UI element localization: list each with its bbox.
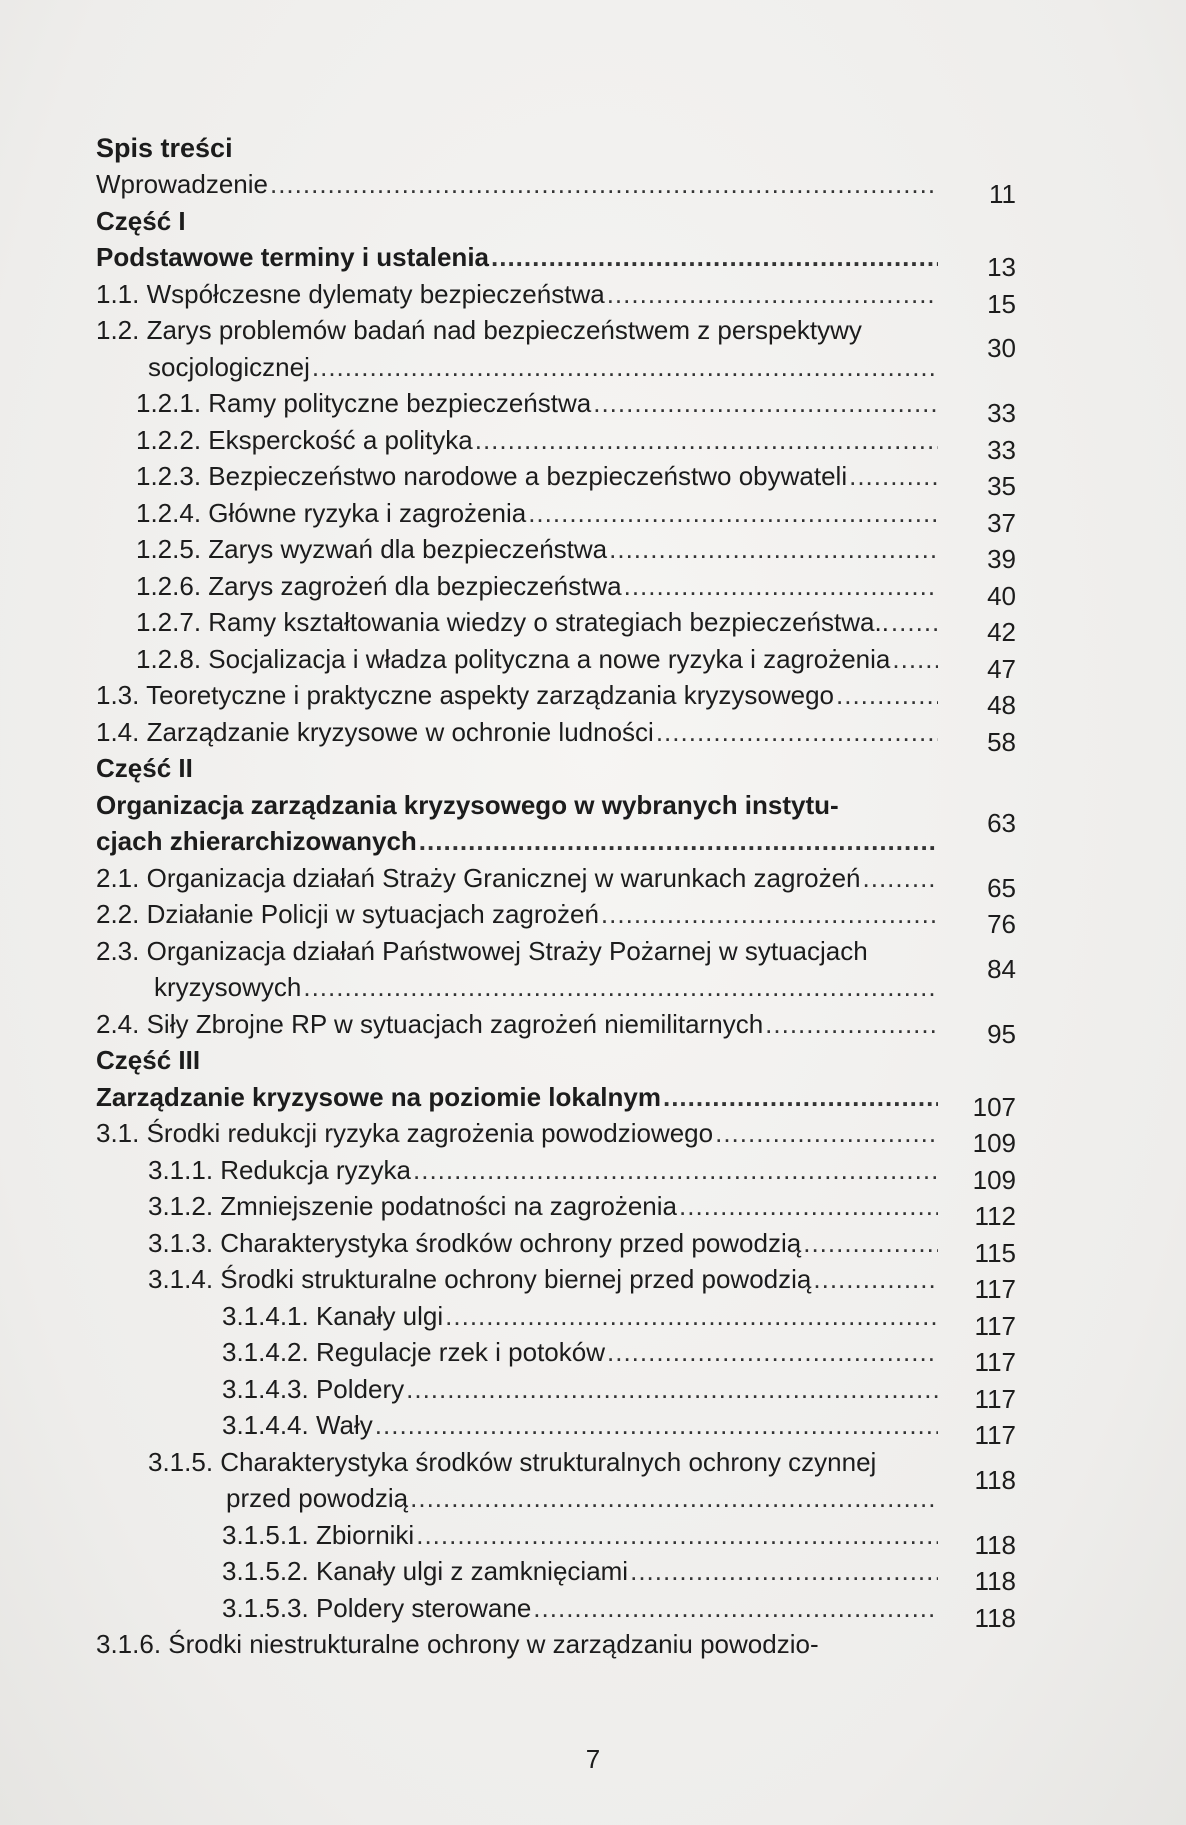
dot-leader (891, 604, 938, 641)
toc-page-number: 115 (974, 1237, 1016, 1268)
toc-entry (96, 1079, 1036, 1122)
toc-entry (96, 312, 1036, 385)
toc-entry-text-line: 1.2. Zarys problemów badań nad bezpieczeństwem z perspektywy (96, 315, 862, 345)
toc-entry-text: 1.2.4. Główne ryzyka i zagrożenia (136, 497, 527, 528)
dot-leader (609, 531, 938, 568)
toc-page-number: 33 (987, 398, 1016, 428)
dot-leader (270, 166, 938, 203)
dot-leader (863, 860, 939, 897)
toc-entry (96, 1115, 1036, 1158)
toc-page-number: 117 (974, 1383, 1016, 1414)
dot-leader (375, 1407, 938, 1444)
part-heading: Część II (96, 753, 193, 783)
toc-entry-text: 1.2.2. Eksperckość a polityka (136, 424, 473, 455)
toc-page-number: 95 (987, 1018, 1016, 1049)
dot-leader (803, 1225, 938, 1262)
toc-entry-text: 1.2.6. Zarys zagrożeń dla bezpieczeństwa (136, 570, 622, 601)
toc-entry-text: 1.2.7. Ramy kształtowania wiedzy o strategiach bezpieczeństwa.. (136, 607, 889, 637)
dot-leader (607, 1334, 938, 1371)
toc-entry (96, 166, 1036, 209)
toc-entry-text: 1.3. Teoretyczne i praktyczne aspekty zarządzania kryzysowego (96, 680, 834, 710)
toc-entry-text: Zarządzanie kryzysowe na poziomie lokalnym (96, 1081, 661, 1112)
toc-page-number: 117 (974, 1310, 1016, 1341)
dot-leader (475, 422, 938, 459)
toc-entry-text: 1.4. Zarządzanie kryzysowe w ochronie ludności (96, 716, 654, 747)
toc-entry (96, 641, 1036, 684)
part-heading: Część III (96, 1045, 201, 1075)
dot-leader (765, 1006, 938, 1043)
dot-leader (836, 677, 938, 714)
toc-entry (96, 1371, 1036, 1414)
toc-page-number: 63 (987, 807, 1016, 838)
toc-entry-text: 3.1.4.3. Poldery (222, 1373, 405, 1404)
toc-page-number: 42 (987, 617, 1016, 647)
toc-entry-text-line: 3.1.6. Środki niestrukturalne ochrony w zarządzaniu powodzio- (96, 1629, 819, 1659)
toc-entry-text: cjach zhierarchizowanych (96, 826, 417, 856)
toc-entry (96, 787, 1036, 860)
toc-page-number: 84 (987, 953, 1016, 984)
toc-entry (96, 1590, 1036, 1633)
toc-page-number: 118 (974, 1464, 1016, 1495)
toc-entry-text: 3.1. Środki redukcji ryzyka zagrożenia powodziowego (96, 1118, 714, 1148)
dot-leader (593, 385, 938, 422)
toc-page-number: 109 (972, 1164, 1016, 1195)
toc-page-number: 47 (987, 653, 1016, 684)
dot-leader (656, 714, 938, 751)
dot-leader (607, 276, 938, 313)
toc-page-number: 40 (987, 580, 1016, 611)
toc-entry-text: 3.1.3. Charakterystyka środków ochrony przed powodzią (148, 1227, 802, 1258)
toc-page-number: 65 (987, 872, 1016, 903)
dot-leader (491, 239, 938, 276)
dot-leader (406, 1371, 938, 1408)
dot-leader (849, 458, 938, 495)
toc-entry (96, 933, 1036, 1006)
toc-entry-text: Wprowadzenie (96, 169, 268, 199)
toc-page-number: 117 (974, 1274, 1016, 1304)
dot-leader (663, 1079, 938, 1116)
toc-entry (96, 385, 1036, 428)
toc-page-number: 118 (974, 1566, 1016, 1596)
toc-title: Spis treści (96, 133, 233, 163)
toc-page-number: 117 (974, 1347, 1016, 1377)
toc-entry (96, 1553, 1036, 1596)
toc-entry-text: 1.2.8. Socjalizacja i władza polityczna a nowe ryzyka i zagrożenia (136, 643, 891, 674)
toc-entry (96, 860, 1036, 903)
toc-entry (96, 422, 1036, 465)
toc-page-number: 76 (987, 909, 1016, 939)
toc-entry-text: 3.1.4.1. Kanały ulgi (222, 1300, 444, 1331)
dot-leader (679, 1188, 938, 1225)
toc-entry (96, 568, 1036, 611)
toc-page-number: 118 (974, 1602, 1016, 1633)
dot-leader (410, 1480, 938, 1517)
toc-page-number: 33 (987, 434, 1016, 465)
toc-entry (96, 458, 1036, 501)
toc-entry-text: 3.1.4. Środki strukturalne ochrony biernej przed powodzią (148, 1264, 812, 1294)
dot-leader (601, 896, 938, 933)
toc-page-number: 48 (987, 690, 1016, 720)
toc-page-number: 37 (987, 507, 1016, 538)
toc-page-number: 15 (987, 288, 1016, 319)
toc-entry-text: 3.1.4.2. Regulacje rzek i potoków (222, 1337, 605, 1367)
dot-leader (533, 1590, 938, 1627)
toc-entry (96, 1517, 1036, 1560)
toc-page-number: 11 (989, 179, 1016, 209)
toc-page-number: 39 (987, 544, 1016, 574)
toc-entry-text: 3.1.4.4. Wały (222, 1410, 373, 1440)
dot-leader (413, 1152, 938, 1189)
toc-entry (96, 1334, 1036, 1377)
toc-entry-text: 3.1.5.1. Zbiorniki (222, 1519, 415, 1550)
toc-entry (96, 1444, 1036, 1517)
toc-entry (96, 677, 1036, 720)
toc-entry (96, 531, 1036, 574)
toc-entry-text: 3.1.5.3. Poldery sterowane (222, 1592, 532, 1623)
toc-entry (96, 1006, 1036, 1049)
toc-entry-text: kryzysowych (154, 972, 302, 1002)
toc-entry-text-line: 2.3. Organizacja działań Państwowej Straży Pożarnej w sytuacjach (96, 935, 868, 966)
table-of-contents (96, 130, 1036, 1663)
dot-leader (630, 1553, 938, 1590)
toc-entry-text: 3.1.1. Redukcja ryzyka (148, 1154, 412, 1185)
toc-page-number: 112 (974, 1201, 1016, 1231)
toc-entry (96, 1407, 1036, 1450)
toc-entry-text: 1.2.3. Bezpieczeństwo narodowe a bezpieczeństwo obywateli (136, 461, 848, 491)
toc-entry-text: Podstawowe terminy i ustalenia (96, 242, 489, 272)
toc-page-number: 30 (987, 333, 1016, 363)
toc-entry (96, 896, 1036, 939)
part-heading: Część I (96, 205, 186, 236)
toc-entry-text: 1.2.1. Ramy polityczne bezpieczeństwa (136, 388, 592, 418)
toc-page-number: 118 (974, 1529, 1016, 1560)
toc-entry (96, 714, 1036, 757)
toc-entry-text: 1.1. Współczesne dylematy bezpieczeństwa (96, 278, 605, 309)
toc-entry-text: 1.2.5. Zarys wyzwań dla bezpieczeństwa (136, 534, 608, 564)
toc-entry (96, 495, 1036, 538)
toc-entry-text: 3.1.5.2. Kanały ulgi z zamknięciami (222, 1556, 629, 1586)
toc-entry (96, 1225, 1036, 1268)
dot-leader (528, 495, 938, 532)
toc-page-number: 117 (974, 1420, 1016, 1450)
toc-page-number: 58 (987, 726, 1016, 757)
dot-leader (624, 568, 938, 605)
toc-entry-text-line: Organizacja zarządzania kryzysowego w wybranych instytu- (96, 789, 839, 820)
page-number: 7 (585, 1744, 601, 1774)
dot-leader (445, 1298, 938, 1335)
toc-entry-text: przed powodzią (226, 1483, 409, 1513)
dot-leader (312, 349, 938, 386)
toc-entry-text-line: 3.1.5. Charakterystyka środków strukturalnych ochrony czynnej (148, 1446, 877, 1477)
dot-leader (892, 641, 938, 678)
toc-entry (96, 1152, 1036, 1195)
dot-leader (419, 823, 938, 860)
toc-entry-text: 2.2. Działanie Policji w sytuacjach zagrożeń (96, 899, 599, 929)
dot-leader (715, 1115, 938, 1152)
dot-leader (813, 1261, 938, 1298)
toc-entry (96, 604, 1036, 647)
toc-entry (96, 1298, 1036, 1341)
toc-entry (96, 1261, 1036, 1304)
toc-page-number: 35 (987, 471, 1016, 501)
dot-leader (303, 969, 938, 1006)
toc-entry-text: 3.1.2. Zmniejszenie podatności na zagrożenia (148, 1191, 677, 1221)
toc-entry (96, 1188, 1036, 1231)
toc-entry-text: 2.1. Organizacja działań Straży Granicznej w warunkach zagrożeń (96, 862, 861, 893)
toc-entry-text: socjologicznej (148, 351, 310, 382)
toc-page-number: 109 (972, 1128, 1016, 1158)
toc-page-number: 107 (972, 1091, 1016, 1122)
dot-leader (416, 1517, 938, 1554)
toc-page-number: 13 (987, 252, 1016, 282)
toc-entry (96, 1626, 1036, 1663)
toc-entry (96, 276, 1036, 319)
toc-entry-text: 2.4. Siły Zbrojne RP w sytuacjach zagrożeń niemilitarnych (96, 1008, 764, 1039)
toc-entry (96, 239, 1036, 282)
toc-list (96, 166, 1036, 1663)
